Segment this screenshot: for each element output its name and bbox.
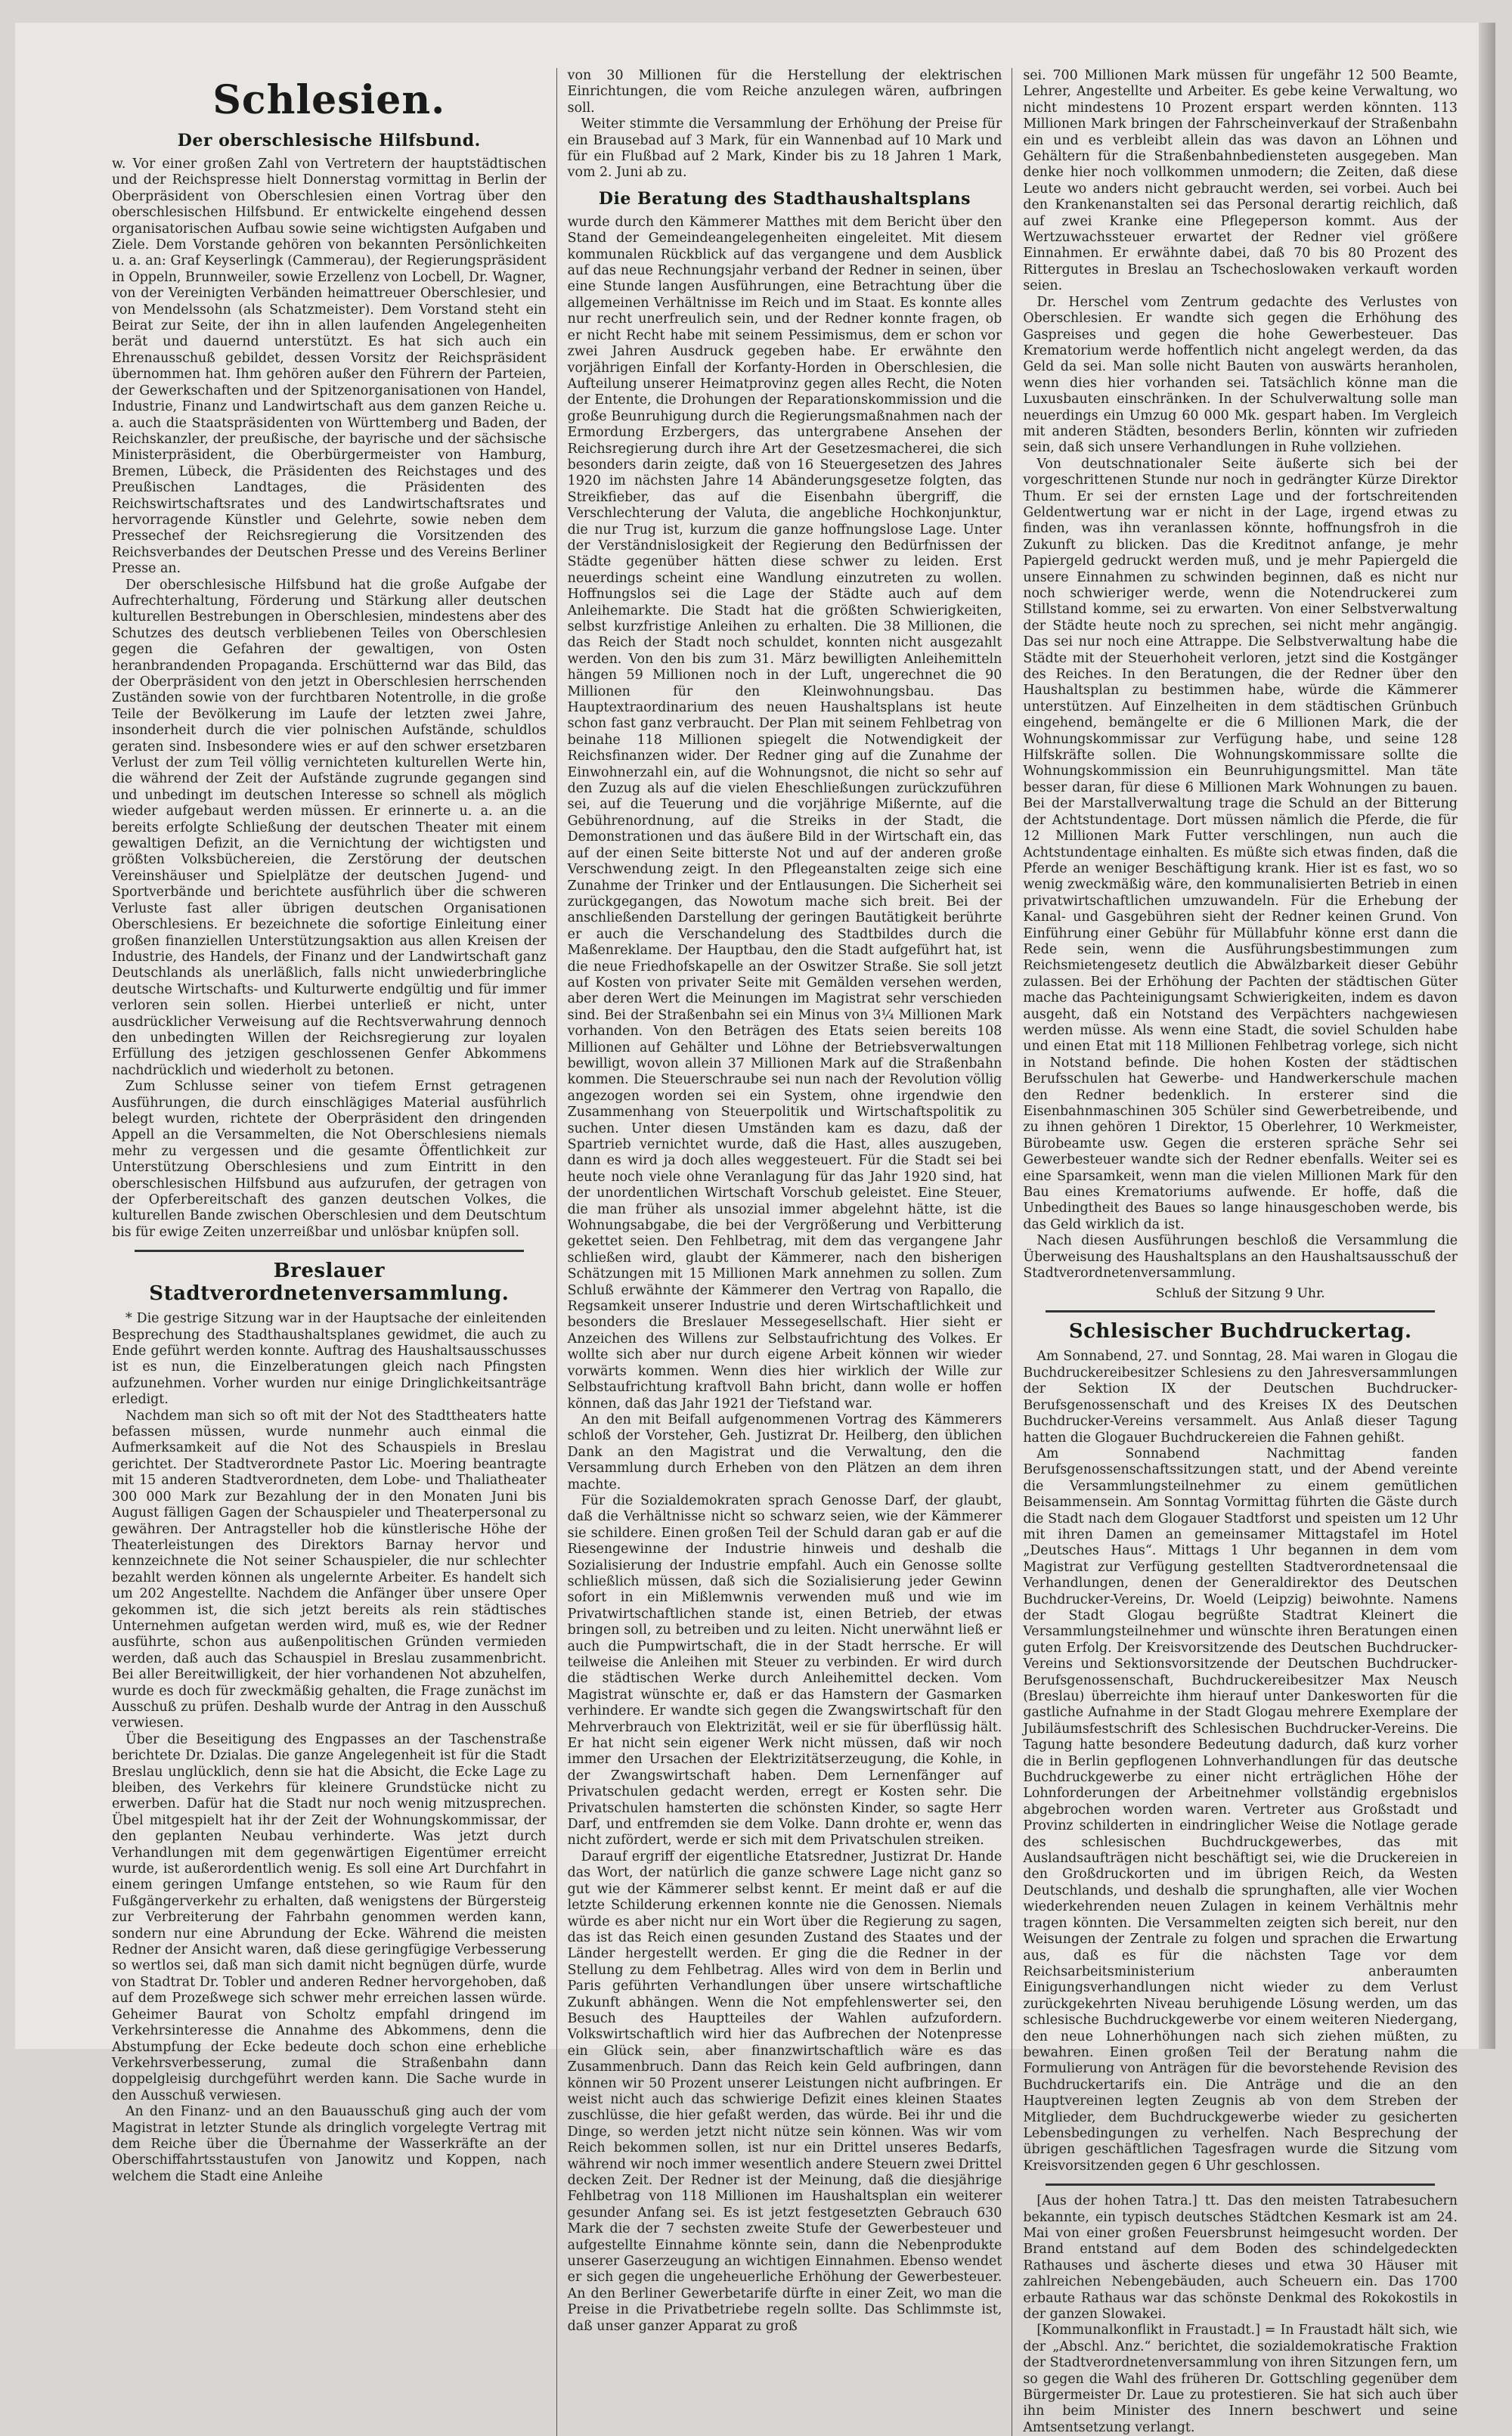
article-paragraph: Über die Beseitigung des Engpasses an der Taschenstraße berichtete Dr. Dzialas. Die ganze Angelegenheit ist für die Stadt Breslau unglücklich, denn sie hat die Absicht, die Ecke Lage zu bleiben, des Verkehrs für kleinere Grundstücke nicht zu erwerben. Dafür hat die Stadt nur noch wenig mitzusprechen. Übel mitgespielt hat ihr der Zeit der Wohnungskommissar, der den geplanten Neubau verhinderte. Was jetzt durch Verhandlungen mit dem gegenwärtigen Eigentümer erreicht wurde, ist außerordentlich wenig. Es soll eine Art Durchfahrt in einem geringen Umfange entstehen, so wie Raum für den Fußgängerverkehr zu erhalten, daß wenigstens der Bürgersteig zur Verbreiterung der Fahrbahn genommen werden kann, sondern nur eine Abrundung der Ecke. Während die meisten Redner der Ansicht waren, daß diese geringfügige Verbesserung so wertlos sei, daß man sich damit nicht begnügen dürfe, wurde von Stadtrat Dr. Tobler und anderen Redner hervorgehoben, daß auf dem Prozeßwege sich schwer mehr erreichen lassen würde. Geheimer Baurat von Scholtz empfahl dringend im Verkehrsinteresse die Annahme des Abkommens, denn die Abstumpfung der Ecke bedeute doch schon eine erhebliche Verkehrsverbesserung, zumal die Straßenbahn dann doppelgleisig durchgeführt werden kann. Die Sache wurde in den Ausschuß verwiesen. bbox=[112, 1731, 547, 2103]
article-headline-buchdruckertag: Schlesischer Buchdruckertag. bbox=[1068, 1320, 1412, 1344]
article-paragraph: Weiter stimmte die Versammlung der Erhöhung der Preise für ein Brausebad auf 3 Mark, für ein Wannenbad auf 10 Mark und für ein Flußbad auf 2 Mark, Kinder bis zu 18 Jahren 1 Mark, vom 2. Juni ab zu. bbox=[567, 116, 1002, 181]
article-paragraph: Nachdem man sich so oft mit der Not des Stadttheaters hatte befassen müssen, wurde nunmehr auch einmal die Aufmerksamkeit auf die Not des Schauspiels in Breslau gerichtet. Der Stadtverordnete Pastor Lic. Moering beantragte mit 15 anderen Stadtverordneten, dem Lobe- und Thaliatheater 300 000 Mark zur Bezahlung der in den Monaten Juni bis August fälligen Gagen der Schauspieler und Theaterpersonal zu gewähren. Der Antragsteller hob die künstlerische Höhe der Theaterleistungen des Direktors Barnay hervor und kennzeichnete die Not seiner Schauspieler, die nur schlechter bezahlt werden können als ungelernte Arbeiter. Es handelt sich um 202 Angestellte. Nachdem die Anfänger über unsere Oper gekommen ist, die sich jetzt bereits als rein städtisches Unternehmen aufgetan werden wird, muß es, wie der Redner ausführte, schon aus außenpolitischen Gründen vermieden werden, daß auch das Schauspiel in Breslau zusammenbricht. Bei aller Bereitwilligkeit, der hier vorhandenen Not abzuhelfen, wurde es doch für zweckmäßig gehalten, die Frage zunächst im Ausschuß zu prüfen. Deshalb wurde der Antrag in den Ausschuß verwiesen. bbox=[112, 1408, 547, 1731]
newspaper-columns bbox=[112, 68, 1458, 2435]
article-paragraph: sei. 700 Millionen Mark müssen für ungefähr 12 500 Beamte, Lehrer, Angestellte und Arbeiter. Es gebe keine Verwaltung, wo nicht mindestens 10 Prozent erspart werden könnten. 113 Millionen Mark bringen der Fahrscheinverkauf der Straßenbahn ein und es verbleibt allein das was davon an Löhnen und Gehältern für die Straßenbahnbediensteten ausgegeben. Man denke hier noch vollkommen unmodern; die Zeiten, daß diese Leute wo anders nicht gebraucht werden, sei vorbei. Auch bei den Krankenanstalten sei das Personal derartig reichlich, daß auf zwei Kranke eine Pflegeperson kommt. Aus der Wertzuwachssteuer erwartet der Redner viel größere Einnahmen. Er erwähnte dabei, daß 70 bis 80 Prozent des Rittergutes in Breslau an Tschechoslowaken verkauft worden seien. bbox=[1023, 68, 1458, 294]
article-paragraph: Der oberschlesische Hilfsbund hat die große Aufgabe der Aufrechterhaltung, Förderung und Stärkung aller deutschen kulturellen Bestrebungen in Oberschlesien, mindestens aber des Schutzes des deutsch verbliebenen Teiles von Oberschlesien gegen die Gefahren der gewaltigen, von Osten heranbrandenden Propaganda. Erschütternd war das Bild, das der Oberpräsident von den jetzt in Oberschlesien herrschenden Zuständen sowie von der furchtbaren Notentrolle, in die große Teile der Bevölkerung im Laufe der letzten zwei Jahre, insonderheit durch die vier polnischen Aufstände, schuldlos geraten sind. Insbesondere wies er auf den schwer ersetzbaren Verlust der zum Teil völlig vernichteten kulturellen Werte hin, die während der Zeit der Aufstände zugrunde gegangen sind und unbedingt im deutschen Interesse so schnell als möglich wieder aufgebaut werden müssen. Er erinnerte u. a. an die bereits erfolgte Schließung der deutschen Theater mit einem gewaltigen Defizit, an die Vernichtung der wichtigsten und größten Volksbüchereien, die Zerstörung der deutschen Vereinshäuser und Spielplätze der deutschen Jugend- und Sportverbände und berichtete ausführlich über die schweren Verluste fast aller übrigen deutschen Organisationen Oberschlesiens. Er bezeichnete die sofortige Einleitung einer großen finanziellen Unterstützungsaktion aus allen Kreisen der Industrie, des Handels, der Finanz und der Landwirtschaft ganz Deutschlands als unerläßlich, falls nicht unwiederbringliche deutsche Wirtschafts- und Kulturwerte endgültig und für immer verloren sein sollen. Hierbei unterließ er nicht, unter ausdrücklicher Verweisung auf die Rechtsverwahrung dennoch den unbedingten Willen der Reichsregierung zur loyalen Erfüllung des jetzigen geschlossenen Genfer Abkommens nachdrücklich und wiederholt zu betonen. bbox=[112, 577, 547, 1078]
page-edge-shadow bbox=[1479, 23, 1495, 2049]
article-paragraph: Für die Sozialdemokraten sprach Genosse Darf, der glaubt, daß die Verhältnisse nicht so schwarz seien, wie der Kämmerer sie schildere. Einen großen Teil der Schuld daran gab er auf die Riesengewinne der Industrie hinweis und deshalb die Sozialisierung der Industrie empfahl. Auch ein Genosse sollte schließlich müssen, daß sich die Sozialisierung jeder Gewinn sofort in ein Mißlemwnis verwenden muß und wie im Privatwirtschaftlichen stande ist, einen Betrieb, der etwas bringen soll, zu betreiben und zu leiten. Nicht unerwähnt ließ er auch die Pumpwirtschaft, die in der Stadt herrsche. Er will teilweise die Anleihen mit Steuer zu verbinden. Er wird durch die städtischen Werke durch Anleihemittel decken. Vom Magistrat wünschte er, daß er das Hamstern der Gasmarken verhindere. Er wandte sich gegen die Zwangswirtschaft für den Mehrverbrauch von Elektrizität, weil er sie für überflüssig hält. Er hat nicht sein eigener Werk nicht müssen, daß wir noch immer den Ursachen der Elektrizitätserzeugung, die Kohle, in der Zwangswirtschaft haben. Dem Lernenfänger auf Privatschulen gedacht werden, erregt er Kosten sehr. Die Privatschulen hamsterten die schönsten Kinder, so sagte Herr Darf, und entfremden sie dem Volke. Dann drohte er, wenn das nicht zufördert, werde er sich mit dem Privatschulen streiken. bbox=[567, 1492, 1002, 1849]
article-paragraph: Zum Schlusse seiner von tiefem Ernst getragenen Ausführungen, die durch einschlägiges Material ausführlich belegt wurden, richtete der Oberpräsident den dringenden Appell an die Versammelten, die Not Oberschlesiens niemals mehr zu vergessen und die gesamte Öffentlichkeit zur Unterstützung Oberschlesiens und zum Eintritt in den oberschlesischen Hilfsbund aus aufzurufen, der getragen von der Opferbereitschaft des ganzen deutschen Volkes, die kulturellen Bande zwischen Oberschlesien und dem Deutschtum bis für ewige Zeiten unzerreißbar und unlösbar knüpfen soll. bbox=[112, 1079, 547, 1240]
article-paragraph: Dr. Herschel vom Zentrum gedachte des Verlustes von Oberschlesien. Er wandte sich gegen die Erhöhung des Gaspreises und gegen die hohe Gewerbesteuer. Das Krematorium werde hoffentlich nicht angelegt werden, da das Geld da sei. Man solle nicht Bauten von auswärts heranholen, wenn dies hier vorhanden sei. Tatsächlich könne man die Luxusbauten einschränken. In der Schulverwaltung solle man neuerdings ein Umzug 60 000 Mk. gespart haben. Im Vergleich mit anderen Städten, besonders Berlin, könnten wir zufrieden sein, daß sich unsere Verhandlungen in Ruhe vollziehen. bbox=[1023, 294, 1458, 456]
article-paragraph: w. Vor einer großen Zahl von Vertretern der hauptstädtischen und der Reichspresse hielt Donnerstag vormittag in Berlin der Oberpräsident von Oberschlesien einen Vortrag über den oberschlesischen Hilfsbund. Er entwickelte eingehend dessen organisatorischen Aufbau sowie seine wichtigsten Aufgaben und Ziele. Dem Vorstande gehören von bekannten Persönlichkeiten u. a. an: Graf Keyserlingk (Cammerau), der Regierungspräsident in Oppeln, Brunnweiler, sowie Erzellenz von Locbell, Dr. Wagner, von der Vereinigten Verbänden heimattreuer Oberschlesier, und von Mendelssohn (als Schatzmeister). Dem Vorstand steht ein Beirat zur Seite, der ihn in allen laufenden Angelegenheiten berät und dauernd unterstützt. Es hat sich auch ein Ehrenausschuß gebildet, dessen Vorsitz der Reichspräsident übernommen hat. Ihm gehören außer den Führern der Parteien, der Gewerkschaften und der Spitzenorganisationen von Handel, Industrie, Finanz und Landwirtschaft aus dem ganzen Reiche u. a. auch die Staatspräsidenten von Württemberg und Baden, der Reichskanzler, der preußische, der bayrische und der sächsische Ministerpräsident, die Oberbürgermeister von Hamburg, Bremen, Lübeck, die Präsidenten des Reichstages und des Preußischen Landtages, die Präsidenten des Reichswirtschaftsrates und des Landwirtschaftsrates und hervorragende Künstler und Gelehrte, sowie neben dem Pressechef der Reichsregierung die Vorsitzenden des Reichsverbandes der Deutschen Presse und des Vereins Berliner Presse an. bbox=[112, 157, 547, 577]
article-divider bbox=[135, 1250, 524, 1252]
article-paragraph: Am Sonnabend, 27. und Sonntag, 28. Mai waren in Glogau die Buchdruckereibesitzer Schlesiens zu den Jahresversammlungen der Sektion IX der Deutschen Buchdrucker-Berufsgenossenschaft und des Kreises IX des Deutschen Buchdrucker-Vereins versammelt. Aus Anlaß dieser Tagung hatten die Glogauer Buchdruckereien die Fahnen gehißt. bbox=[1023, 1349, 1458, 1446]
article-paragraph: von 30 Millionen für die Herstellung der elektrischen Einrichtungen, die vom Reiche anzulegen wären, aufbringen soll. bbox=[567, 68, 1002, 116]
article-headline-hilfsbund: Der oberschlesische Hilfsbund. bbox=[177, 131, 481, 150]
column-right bbox=[1023, 68, 1458, 2436]
article-paragraph: Von deutschnationaler Seite äußerte sich bei der vorgeschrittenen Stunde nur noch in gedrängter Kürze Direktor Thum. Er sei der ernsten Lage und der fortschreitenden Geldentwertung war er nicht in der Lage, irgend etwas zu finden, was ihn veranlassen könnte, hoffnungsfroh in die Zukunft zu blicken. Das die Kreditnot anfange, je mehr Papiergeld gedruckt werden muß, und je mehr Papiergeld die unsere Einnahmen zu schwinden beginnen, daß es nicht nur noch schwieriger werde, wenn die Notendruckerei zum Stillstand komme, sei zu erwarten. Von einer Selbstverwaltung der Städte heute noch zu sprechen, sei nicht mehr angängig. Das sei nur noch eine Attrappe. Die Selbstverwaltung habe die Städte mit der Steuerhoheit verloren, jetzt sind die Kostgänger des Reiches. In den Beratungen, die der Redner über den Haushaltsplan zu bestimmen habe, würde die Kämmerer unterstützen. Auf Einzelheiten in dem städtischen Grünbuch eingehend, bemängelte er die 6 Millionen Mark, die der Wohnungskommissar zur Verfügung habe, und seine 128 Hilfskräfte sollen. Die Wohnungskommissare sollte die Wohnungskommission ein Beunruhigungsmittel. Man täte besser daran, für diese 6 Millionen Mark Wohnungen zu bauen. Bei der Marstallverwaltung trage die Schuld an der Bitterung der Achtstundentage. Dort müssen nämlich die Pferde, die für 12 Millionen Mark Futter verschlingen, nun auch die Achtstundentage einhalten. Es müßte sich etwas finden, daß die Pferde an weniger Beschäftigung krank. Hier ist es fast, wo so wenig zweckmäßig wäre, den kommunalisierten Betrieb in einen privatwirtschaftlichen umzuwandeln. Für die Erhebung der Kanal- und Gasgebühren sieht der Redner keinen Grund. Von Einführung einer Gebühr für Müllabfuhr könne erst dann die Rede sein, wenn die Ausführungsbestimmungen zum Reichsmietengesetz deutlich die Abwälzbarkeit dieser Gebühr zulassen. Bei der Erhöhung der Pachten der städtischen Güter mache das Pachteinigungsamt Schwierigkeiten, indem es davon ausgeht, daß ein Notstand des Verpächters nachgewiesen werden müsse. Als wenn eine Stadt, die soviel Schulden habe und einen Etat mit 118 Millionen Fehlbetrag vorlege, sich nicht in Notstand befinde. Die hohen Kosten der städtischen Berufsschulen hat Gewerbe- und Handwerkerschule machen den Redner bedenklich. In ersterer sind die Eisenbahnmaschinen 305 Schüler sind Gewerbetreibende, und zu ihnen gehören 1 Direktor, 15 Oberlehrer, 10 Werkmeister, Bürobeamte usw. Gegen die ersteren spräche Sehr sei Gewerbesteuer wandte sich der Redner ebenfalls. Weiter sei es eine Sparsamkeit, wenn man die vielen Millionen Mark für den Bau eines Krematoriums aufwende. Er hoffe, daß die Unbedingtheit des Baues so lange hinausgeschoben werde, bis das Geld wirklich da ist. bbox=[1023, 456, 1458, 1232]
article-headline-stadtverordnetenversammlung: Breslauer Stadtverordnetenversammlung. bbox=[149, 1260, 510, 1306]
news-brief-tatra: [Aus der hohen Tatra.] tt. Das den meisten Tatrabesuchern bekannte, ein typisch deutsches Städtchen Kesmark ist am 24. Mai von einer großen Feuersbrunst heimgesucht worden. Der Brand entstand auf dem Boden des schindelgedeckten Rathauses und äscherte dieses und etwa 30 Häuser mit zahlreichen Nebengebäuden, auch Scheuern ein. Das 1700 erbaute Rathaus war das schönste Denkmal des Rokokostils in der ganzen Slowakei. bbox=[1023, 2193, 1458, 2323]
article-paragraph: * Die gestrige Sitzung war in der Hauptsache der einleitenden Besprechung des Stadthaushaltsplanes gewidmet, die auch zu Ende geführt werden konnte. Auftrag des Haushaltsausschusses ist es nun, die Einzelberatungen gleich nach Pfingsten aufzunehmen. Vorher wurden nur einige Dringlichkeitsanträge erledigt. bbox=[112, 1311, 547, 1408]
article-paragraph: Nach diesen Ausführungen beschloß die Versammlung die Überweisung des Haushaltsplans an den Haushaltsausschuß der Stadtverordnetenversammlung. bbox=[1023, 1233, 1458, 1282]
newspaper-page bbox=[15, 23, 1495, 2435]
article-divider bbox=[1046, 1310, 1435, 1313]
news-brief-fraustadt: [Kommunalkonflikt in Fraustadt.] = In Fraustadt hält sich, wie der „Abschl. Anz.“ berichtet, die sozialdemokratische Fraktion der Stadtverordnetenversammlung von ihren Sitzungen fern, um so gegen die Wahl des früheren Dr. Gottschling gegenüber dem Bürgermeister Dr. Laue zu protestieren. Sie hat sich auch über ihn beim Minister des Innern beschwert und seine Amtsentsetzung verlangt. bbox=[1023, 2323, 1458, 2435]
article-paragraph: An den Finanz- und an den Bauausschuß ging auch der vom Magistrat in letzter Stunde als dringlich vorgelegte Vertrag mit dem Reiche über die Übernahme der Wasserkräfte an der Oberschiffahrtsstaustufen von Janowitz und Koppen, nach welchem die Stadt eine Anleihe bbox=[112, 2104, 547, 2184]
section-title: Schlesien. bbox=[212, 77, 446, 123]
article-divider bbox=[1046, 2183, 1435, 2186]
subheadline-haushaltsplan: Die Beratung des Stadthaushaltsplans bbox=[598, 188, 971, 209]
article-paragraph: Darauf ergriff der eigentliche Etatsredner, Justizrat Dr. Hande das Wort, der natürlich die ganze schwere Lage nicht ganz so gut wie der Kämmerer selbst kennt. Er meint daß er auf die letzte Schilderung erkennen konnte nie die Genossen. Niemals würde es aber nicht nur ein Wort über die Regierung zu sagen, das ist das Reich einen gesunden Zustand des Staates und der Länder hergestellt werden. Er ging die die Redner in der Stellung zu dem Fehlbetrag. Alles wird von dem in Berlin und Paris geführten Verhandlungen über unsere wirtschaftliche Zukunft abhängen. Wenn die Not empfehlenswerter sei, den Besuch des Hauptteiles der Wahlen aufzufordern. Volkswirtschaftlich wird hier das Aufbrechen der Notenpresse ein Glück sein, aber finanzwirtschaftlich wäre es das Zusammenbruch. Dann das Reich kein Geld aufbringen, dann können wir 50 Prozent unserer Leistungen nicht aufbringen. Er weist nicht auch das schwierige Defizit eines kleinen Staates zuschlüsse, die hier gefaßt werden, das würde. Bei ihr und die Dinge, so werden jetzt nicht nütze sein können. Was wir vom Reich bekommen sollen, ist nur ein Drittel unseres Bedarfs, während wir noch immer wesentlich andere Steuern zwei Drittel decken Zeit. Der Redner ist der Meinung, daß die diesjährige Fehlbetrag von 118 Millionen im Haushaltsplan ein weiterer gesunder Anfang sei. Es ist jetzt festgesetzten Gebrauch 630 Mark die der 7 sechsten zweite Stufe der Gewerbesteuer und aufgestellte Einnahme könnte sein, dann die Nebenprodukte unserer Gaserzeugung an wichtigen Einnahmen. Ebenso wendet er sich gegen die ungeheuerliche Erhöhung der Gewerbesteuer. An den Berliner Gewerbetarife dürfte in einer Zeit, wo man die Preise in die Privatbetriebe regeln sollte. Das Schlimmste ist, daß unser ganzer Apparat zu groß bbox=[567, 1849, 1002, 2334]
column-left bbox=[112, 68, 547, 2436]
session-closing-line: Schluß der Sitzung 9 Uhr. bbox=[1155, 1286, 1325, 1302]
article-paragraph: An den mit Beifall aufgenommenen Vortrag des Kämmerers schloß der Vorsteher, Geh. Justizrat Dr. Heilberg, den üblichen Dank an den Magistrat und die Verwaltung, den die Versammlung durch Erheben von den Plätzen an dem ihren machte. bbox=[567, 1412, 1002, 1492]
column-middle bbox=[568, 68, 1002, 2436]
article-paragraph: Am Sonnabend Nachmittag fanden Berufsgenossenschaftssitzungen statt, und der Abend vereinte die Versammlungsteilnehmer zu einem gemütlichen Beisammensein. Am Sonntag Vormittag führten die Gäste durch die Stadt nach dem Glogauer Stadtforst und speisten um 12 Uhr mit ihren Damen an gemeinsamer Mittagstafel im Hotel „Deutsches Haus“. Mittags 1 Uhr begannen in dem vom Magistrat zur Verfügung gestellten Stadtverordnetensaal die Verhandlungen, denen der Generaldirektor des Deutschen Buchdrucker-Vereins, Dr. Woeld (Leipzig) beiwohnte. Namens der Stadt Glogau begrüßte Stadtrat Kleinert die Versammlungsteilnehmer und wünschte ihren Beratungen einen guten Erfolg. Der Kreisvorsitzende des Deutschen Buchdrucker-Vereins und Sektionsvorsitzende der Deutschen Buchdrucker-Berufsgenossenschaft, Buchdruckereibesitzer Max Neusch (Breslau) überreichte ihm hierauf unter Dankesworten für die gastliche Aufnahme in der Stadt Glogau mehrere Exemplare der Jubiläumsfestschrift des Schlesischen Buchdrucker-Vereins. Die Tagung hatte besondere Bedeutung dadurch, daß kurz vorher die in Berlin gepflogenen Lohnverhandlungen für das deutsche Buchdruckgewerbe zu einer nicht erträglichen Höhe der Lohnforderungen der Arbeitnehmer vollständig ergebnislos abgebrochen worden waren. Vertreter aus Großstadt und Provinz schilderten in eindringlicher Weise die Notlage gerade des schlesischen Buchdruckgewerbes, das mit Auslandsaufträgen nicht beschäftigt sei, wie die Druckereien in den Großdruckorten und im übrigen Reich, da Westen Deutschlands, und deshalb die sprunghaften, alle vier Wochen wiederkehrenden neuen Zulagen in keinem Verhältnis mehr tragen könnten. Die Versammelten zeigten sich bereit, nur den Weisungen der Zentrale zu folgen und sprachen die Erwartung aus, daß es für die nächsten Tage vor dem Reichsarbeitsministerium anberaumten Einigungsverhandlungen nicht wieder zu dem Verlust zurückgekehrten Niveau beruhigende Lösung werden, um das schlesische Buchdruckgewerbe vor einem weiteren Niedergang, den neue Lohnerhöhungen nach sich ziehen müßten, zu bewahren. Einen großen Teil der Beratung nahm die Formulierung von Anträgen für die bevorstehende Revision des Buchdruckertarifs ein. Die Anträge und die an den Hauptvereinen legten Zeugnis ab von dem Streben der Mitglieder, dem Buchdruckgewerbe wieder zu gesicherten Lebensbedingungen zu verhelfen. Nach Besprechung der übrigen geschäftlichen Tagesfragen wurde die Sitzung vom Kreisvorsitzenden gegen 6 Uhr geschlossen. bbox=[1023, 1446, 1458, 2174]
article-paragraph: wurde durch den Kämmerer Matthes mit dem Bericht über den Stand der Gemeindeangelegenheiten eingeleitet. Mit diesem kommunalen Rückblick auf das vergangene und dem Ausblick auf das neue Rechnungsjahr verband der Redner in seinen, über eine Stunde langen Ausführungen, eine Betrachtung über die allgemeinen Verhältnisse im Reich und im Staat. Es konnte alles nur recht unerfreulich sein, und der Redner konnte fragen, ob er nicht Recht habe mit seinem Pessimismus, dem er schon vor zwei Jahren Ausdruck gegeben habe. Er erwähnte den vorjährigen Einfall der Korfanty-Horden in Oberschlesien, die Aufteilung unserer Heimatprovinz gegen alles Recht, die Noten der Entente, die Drohungen der Reparationskommission und die große Beunruhigung durch die Regierungsmaßnahmen nach der Ermordung Erzbergers, das untergrabene Ansehen der Reichsregierung durch ihre Art der Gesetzesmacherei, die sich besonders darin zeigte, daß von 16 Steuergesetzen des Jahres 1920 im nächsten Jahre 14 Abänderungsgesetze folgten, das Streikfieber, das auf die Eisenbahn übergriff, die Verschlechterung der Valuta, die angebliche Hochkonjunktur, die nur Trug ist, kurzum die ganze hoffnungslose Lage. Unter der Verständnislosigkeit der Regierung den Bedürfnissen der Städte gegenüber hätten diese schwer zu leiden. Erst neuerdings scheint eine Wandlung einzutreten zu wollen. Hoffnungslos sei die Lage der Städte auch auf dem Anleihemarkte. Die Stadt hat die größten Schwierigkeiten, selbst kurzfristige Anleihen zu erhalten. Die 38 Millionen, die das Reich der Stadt noch schuldet, konnten nicht ausgezahlt werden. Von den bis zum 31. März bewilligten Anleihemitteln hängen 59 Millionen noch in der Luft, ungerechnet die 90 Millionen für den Kleinwohnungsbau. Das Hauptextraordinarium des neuen Haushaltsplans ist heute schon fast ganz verbraucht. Der Plan mit seinem Fehlbetrag von beinahe 118 Millionen spiegelt die Notwendigkeit der Reichsfinanzen wider. Der Redner ging auf die Zunahme der Einwohnerzahl ein, auf die Wohnungsnot, die nicht so sehr auf den Zuzug als auf die vielen Eheschließungen zurückzuführen sei, auf die Teuerung und die vorjährige Mißernte, auf die Gebührenordnung, auf die Streiks in der Stadt, die Demonstrationen und das äußere Bild in der Wirtschaft ein, das auf der einen Seite bitterste Not und auf der anderen große Verschwendung zeigt. In den Pflegeanstalten zeige sich eine Zunahme der Trinker und der Entlausungen. Die Sicherheit sei zurückgegangen, das Nowotum mache sich breit. Bei der anschließenden Darstellung der geringen Bautätigkeit berührte er auch die Verschandelung des Stadtbildes durch die Maßenreklame. Der Hauptbau, den die Stadt aufgeführt hat, ist die neue Friedhofskapelle an der Oswitzer Straße. Sie soll jetzt auf Kosten von privater Seite mit Gemälden versehen werden, aber deren Wert die Meinungen im Magistrat sehr verschieden sind. Bei der Straßenbahn sei ein Minus von 3¼ Millionen Mark vorhanden. Von den Beträgen des Etats seien bereits 108 Millionen auf Gehälter und Löhne der Betriebsverwaltungen bewilligt, wovon allein 37 Millionen Mark auf die Straßenbahn kommen. Die Steuerschraube sei nun nach der Revolution völlig angezogen worden sei ein System, ohne irgendwie den Zusammenhang von Steuerpolitik und Wirtschaftspolitik zu suchen. Unter diesen Umständen kam es dazu, daß der Spartrieb vernichtet wurde, daß die Hast, alles auszugeben, dann es wird ja doch alles weggesteuert. Für die Stadt sei bei heute noch viele ohne Veranlagung für das Jahr 1920 sind, hat der unordentlichen Wirtschaft Vorschub geleistet. Eine Steuer, die man früher als unsozial immer abgelehnt hätte, ist die Wohnungsabgabe, die bei der Vergrößerung und Verbitterung gekettet seien. Den Fehlbetrag, mit dem das vergangene Jahr schließen wird, glaubt der Kämmerer, nach den bisherigen Schätzungen mit 15 Millionen Mark annehmen zu sollen. Zum Schluß erwähnte der Kämmerer den Vertrag von Rapallo, die Regsamkeit unserer Industrie und deren Wirtschaftlichkeit und besonders die Breslauer Messegesellschaft. Hier sieht er Anzeichen des Willens zur Selbstaufrichtung des Volkes. Er wollte sich aber nur durch eigene Arbeit können wir wieder vorwärts kommen. Wenn dies hier wirklich der Wille zur Selbstaufrichtung kraftvoll Bahn bricht, dann wolle er hoffen können, daß das Jahr 1921 der Tiefstand war. bbox=[567, 214, 1002, 1412]
